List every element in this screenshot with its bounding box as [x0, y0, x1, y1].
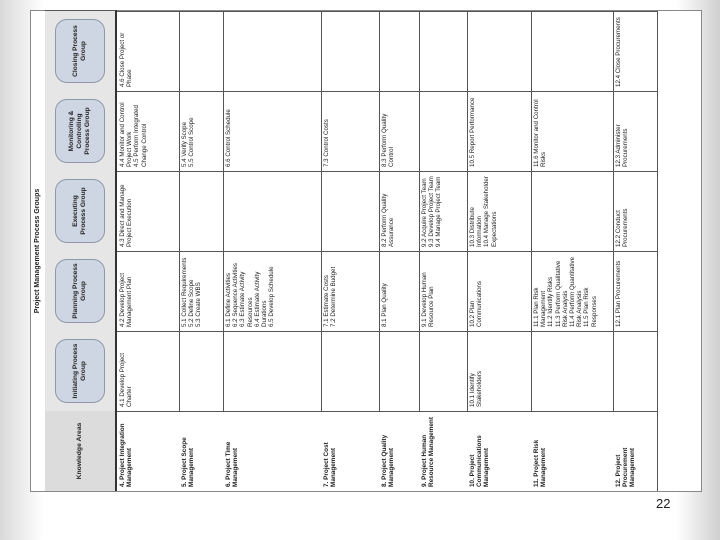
process-cell: 8.2 Perform Quality Assurance	[379, 171, 419, 251]
process-cell: 8.3 Perform Quality Control	[379, 91, 419, 171]
process-cell: 12.1 Plan Procurements	[613, 251, 657, 331]
process-cell	[419, 11, 467, 91]
table-row	[179, 11, 224, 491]
table-row	[117, 11, 180, 491]
process-cell: 11.6 Monitor and Control Risks	[531, 91, 613, 171]
process-cell	[379, 331, 419, 411]
process-groups-table	[30, 10, 702, 492]
page-number: 22	[656, 496, 671, 511]
process-cell: 9.2 Acquire Project Team 9.3 Develop Project Team 9.4 Manage Project Team	[419, 171, 467, 251]
process-cell	[321, 171, 379, 251]
group-header-initiating	[45, 330, 117, 411]
table-title: Project Management Process Groups	[31, 11, 46, 491]
process-cell: 12.2 Conduct Procurements	[613, 171, 657, 251]
table-row	[223, 11, 322, 491]
group-label: Initiating Process Group	[55, 339, 105, 403]
process-cell: 6.6 Control Schedule	[223, 91, 321, 171]
process-cell	[321, 11, 379, 91]
table-row	[613, 11, 658, 491]
process-cell	[531, 331, 613, 411]
process-cell: 4.4 Monitor and Control Project Work 4.5 Perform Integrated Change Control	[117, 91, 179, 171]
knowledge-area-cell: 8. Project Quality Management	[379, 411, 419, 491]
process-cell	[531, 171, 613, 251]
process-cell	[467, 11, 531, 91]
process-cell: 10.3 Distribute Information 10.4 Manage Stakeholder Expectations	[467, 171, 531, 251]
knowledge-area-cell: 11. Project Risk Management	[531, 411, 613, 491]
process-cell: 4.2 Develop Project Management Plan	[117, 251, 179, 331]
knowledge-area-cell: 12. Project Procurement Management	[613, 411, 657, 491]
process-cell: 7.1 Estimate Costs 7.2 Determine Budget	[321, 251, 379, 331]
group-header-executing	[45, 170, 117, 251]
knowledge-areas-header	[45, 410, 117, 491]
process-cell	[531, 11, 613, 91]
process-cell	[419, 331, 467, 411]
process-cell: 5.4 Verify Scope 5.5 Control Scope	[179, 91, 223, 171]
process-cell: 7.3 Control Costs	[321, 91, 379, 171]
knowledge-area-cell: 6. Project Time Management	[223, 411, 321, 491]
knowledge-area-cell: 4. Project Integration Management	[117, 411, 179, 491]
process-cell: 10.5 Report Performance	[467, 91, 531, 171]
process-cell: 9.1 Develop Human Resource Plan	[419, 251, 467, 331]
process-cell: 4.6 Close Project or Phase	[117, 11, 179, 91]
process-cell: 12.4 Close Procurements	[613, 11, 657, 91]
process-cell	[223, 11, 321, 91]
table-row	[419, 11, 468, 491]
knowledge-area-cell: 7. Project Cost Management	[321, 411, 379, 491]
process-cell: 6.1 Define Activities 6.2 Sequence Activities 6.3 Estimate Activity Resources 6.4 Estimate Activity Durations 6.5 Develop Schedule	[223, 251, 321, 331]
table-row	[321, 11, 380, 491]
process-cell: 4.3 Direct and Manage Project Execution	[117, 171, 179, 251]
group-header-closing	[45, 10, 117, 91]
process-cell: 5.1 Collect Requirements 5.2 Define Scope 5.3 Create WBS	[179, 251, 223, 331]
process-cell	[321, 331, 379, 411]
group-label: Monitoring & Controlling Process Group	[55, 99, 105, 163]
knowledge-area-cell: 9. Project Human Resource Management	[419, 411, 467, 491]
process-cell	[223, 171, 321, 251]
rotated-table-content	[31, 11, 701, 491]
group-label: Closing Process Group	[55, 19, 105, 83]
process-cell	[419, 91, 467, 171]
process-cell	[613, 331, 657, 411]
process-cell	[179, 171, 223, 251]
process-cell: 12.3 Administer Procurements	[613, 91, 657, 171]
knowledge-area-cell: 10. Project Communications Management	[467, 411, 531, 491]
process-cell: 10.2 Plan Communications	[467, 251, 531, 331]
process-cell	[379, 11, 419, 91]
process-cell	[179, 331, 223, 411]
group-label: Executing Process Group	[55, 179, 105, 243]
process-cell	[223, 331, 321, 411]
group-header-planning	[45, 250, 117, 331]
table-row	[531, 11, 614, 491]
knowledge-areas-label: Knowledge Areas	[76, 422, 84, 480]
table-row	[467, 11, 532, 491]
group-label: Planning Process Group	[55, 259, 105, 323]
group-header-monitoring	[45, 90, 117, 171]
process-cell: 10.1 Identify Stakeholders	[467, 331, 531, 411]
table-row	[379, 11, 420, 491]
process-cell	[179, 11, 223, 91]
process-cell: 8.1 Plan Quality	[379, 251, 419, 331]
process-cell: 11.1 Plan Risk Management 11.2 Identify Risks 11.3 Perform Qualitative Risk Analysis 11.4 Perform Quantitative Risk Analysis 11.5 Plan Risk Responses	[531, 251, 613, 331]
process-cell: 4.1 Develop Project Charter	[117, 331, 179, 411]
knowledge-area-cell: 5. Project Scope Management	[179, 411, 223, 491]
